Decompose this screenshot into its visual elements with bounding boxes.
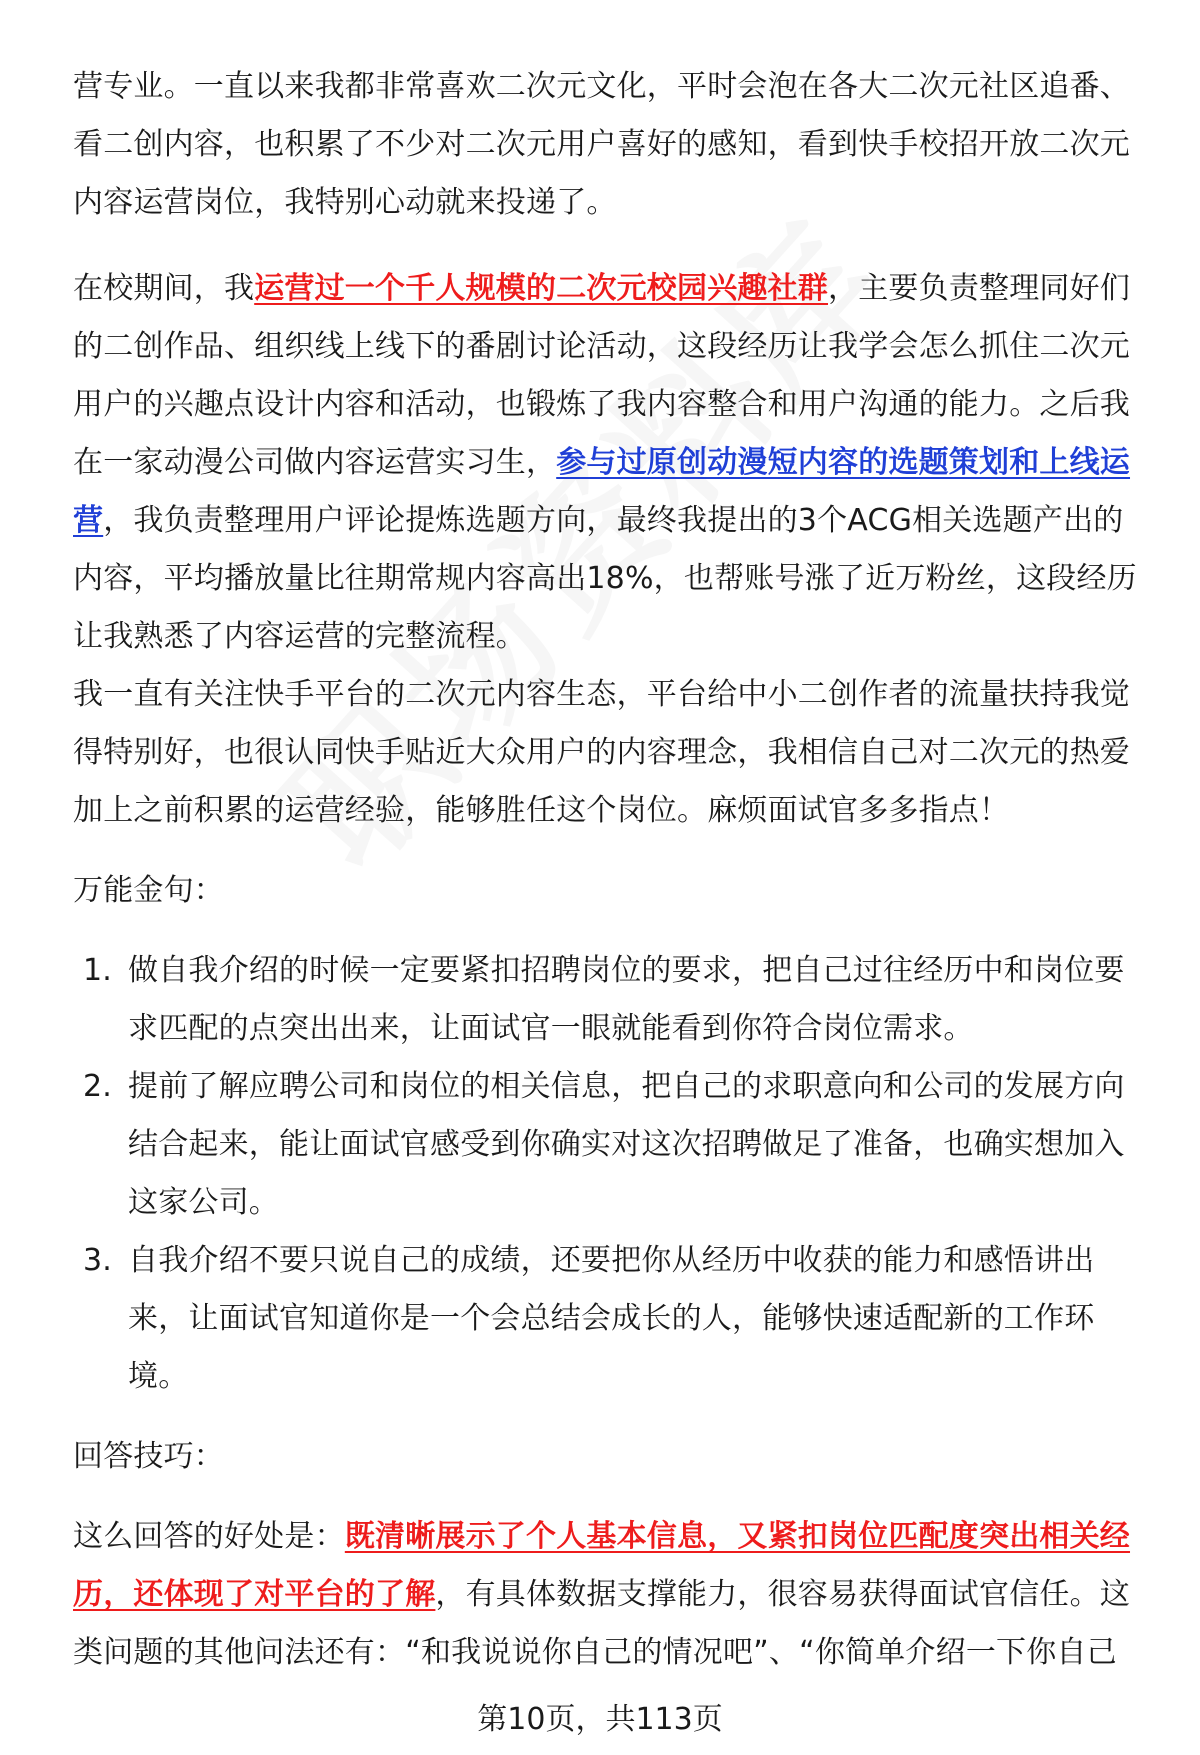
intro-paragraph-3: 我一直有关注快手平台的二次元内容生态，平台给中小二创作者的流量扶持我觉得特别好，也很认同快手贴近大众用户的内容理念，我相信自己对二次元的热爱加上之前积累的运营经验，能够胜任这个岗位。麻烦面试官多多指点！ [73,677,1130,828]
list-item [73,1232,1143,1406]
list-item [73,1058,1143,1232]
highlight-answer-benefits: 既清晰展示了个人基本信息，又紧扣岗位匹配度突出相关经历，还体现了对平台的了解 [73,1519,1131,1612]
page-number: 第10页，共113页 [477,1702,723,1737]
list-item [73,942,1143,1058]
intro-p2-text-a: 在校期间，我 [73,271,255,306]
intro-paragraph-2 [73,260,1143,666]
highlight-community-experience: 运营过一个千人规模的二次元校园兴趣社群 [254,271,829,306]
document-body [73,58,1143,1682]
answer-tips-heading: 回答技巧： [73,1439,224,1474]
list-item-text: 自我介绍不要只说自己的成绩，还要把你从经历中收获的能力和感悟讲出来，让面试官知道你是一个会总结会成长的人，能够快速适配新的工作环境。 [128,1243,1095,1394]
intro-p2-text-c: ，我负责整理用户评论提炼选题方向，最终我提出的3个ACG相关选题产出的内容，平均播放量比往期常规内容高出18%，也帮账号涨了近万粉丝，这段经历让我熟悉了内容运营的完整流程。 [73,503,1137,654]
highlight-internship-experience: 参与过原创动漫短内容的选题策划和上线运营 [73,445,1131,538]
list-item-number: 1. [83,953,113,988]
tips-text-a: 这么回答的好处是： [73,1519,345,1554]
answer-tips-paragraph [73,1508,1143,1682]
intro-p2-text-b: ，主要负责整理同好们的二创作品、组织线上线下的番剧讨论活动，这段经历让我学会怎么抓住二次元用户的兴趣点设计内容和活动，也锻炼了我内容整合和用户沟通的能力。之后我在一家动漫公司做内容运营实习生， [73,271,1131,480]
list-item-text: 做自我介绍的时候一定要紧扣招聘岗位的要求，把自己过往经历中和岗位要求匹配的点突出出来，让面试官一眼就能看到你符合岗位需求。 [128,953,1125,1046]
intro-paragraph-1: 营专业。一直以来我都非常喜欢二次元文化，平时会泡在各大二次元社区追番、看二创内容，也积累了不少对二次元用户喜好的感知，看到快手校招开放二次元内容运营岗位，我特别心动就来投递了。 [73,69,1130,220]
tips-text-b: ，有具体数据支撑能力，很容易获得面试官信任。这类问题的其他问法还有：“和我说说你自己的情况吧”、“你简单介绍一下你自己 [73,1577,1131,1670]
golden-phrases-heading: 万能金句： [73,873,224,908]
list-item-number: 3. [83,1243,113,1278]
list-item-number: 2. [83,1069,113,1104]
list-item-text: 提前了解应聘公司和岗位的相关信息，把自己的求职意向和公司的发展方向结合起来，能让面试官感受到你确实对这次招聘做足了准备，也确实想加入这家公司。 [128,1069,1125,1220]
golden-phrases-list [73,942,1143,1406]
